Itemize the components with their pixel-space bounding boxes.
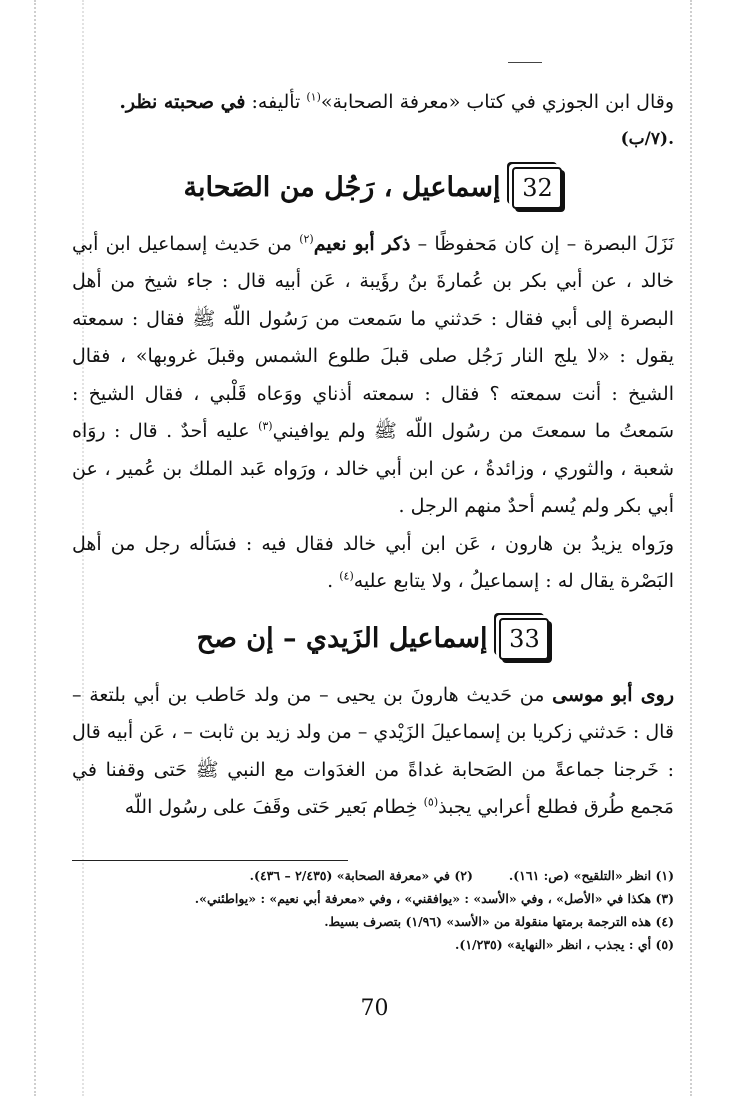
page-number: 70 [360,996,389,1021]
entry-text: . [327,570,340,592]
entry-number-box: 33 [499,618,549,660]
footnote-separator [72,860,348,861]
footnote-ref-3: (٣) [258,419,273,433]
footnotes [72,864,674,956]
page-body [72,84,674,827]
intro-bold: في صحبته نظر. [119,91,246,113]
entry-text: ورَواه يزيدُ بن هارون ، عَن ابن أبي خالد فقال فيه : فسَأله رجل من أهل البَصْرة يقال له : إسماعيلُ ، ولا يتابع عليه [72,532,674,592]
entry-title: إسماعيل ، رَجُل من الصَحابة [183,171,501,203]
entry-bold-text: ذكر أبو نعيم [313,232,411,255]
entry-text: من حَديث إسماعيل ابن أبي خالد ، عن أبي بكر بن عُمارةَ بنُ رؤَيبة ، عَن أبيه قال : جاء شيخ من أهل البصرة إلى أبي فقال : حَدثني ما سَمعت من رَسُول اللّه ﷺ فقال : سمعته يقول : «لا يلج النار رَجُل صلى قبلَ طلوع الشمس وقبلَ غروبها» ، فقال الشيخ : أنت سمعته ؟ فقال : سمعته أذناي ووَعاه قَلْبي ، فقال الشيخ : سَمعتُ ما سمعتَ من رسُول اللّه ﷺ ولم يوافيني [72,232,675,442]
intro-paragraph [72,84,674,122]
footnote-row [72,864,674,887]
footnote-ref-5: (٥) [423,795,439,809]
footnote-1: (١) انظر «التلقيح» (ص: ١٦١). [508,868,674,883]
footnote-4: (٤) هذه الترجمة برمتها منقولة من «الأسد» (١/٩٦) بتصرف بسيط. [324,914,674,929]
entry-32-heading [72,160,674,216]
intro-text: وقال ابن الجوزي في كتاب «معرفة الصحابة» [320,91,674,113]
entry-32-paragraph-2 [72,526,674,601]
footnote-ref-2: (٢) [299,232,314,246]
entry-33-paragraph-1 [72,677,674,827]
entry-bold-text: روى أبو موسى [552,683,674,706]
footnote-ref-4: (٤) [339,569,354,583]
entry-text: خِطام بَعير حَتى وقَفَ على رسُول اللّه [124,796,424,818]
top-rule [508,62,542,63]
entry-text: نَزَلَ البصرة – إن كان مَحفوظًا – [410,232,674,255]
entry-32-paragraph-1 [72,226,674,526]
entry-number-box: 32 [512,167,562,209]
footnote-3: (٣) هكذا في «الأصل» ، وفي «الأسد» : «يوافقني» ، وفي «معرفة أبي نعيم» : «يواطئني». [194,891,674,906]
gutter-line-left [34,0,36,1096]
entry-text: عليه أحدٌ . قال : روَاه شعبة ، والثوري ، وزائدةُ ، عن ابن أبي خالد ، ورَواه عَبد الملك بن عُمير ، عن أبي بكر ولم يُسم أحدٌ منهم الرجل . [72,420,674,517]
entry-text: من حَديث هارونَ بن يحيى – من ولد حَاطب بن أبي بلتعة – قال : حَدثني زكريا بن إسماعيلَ الزَيْدي – من ولد زيد بن ثابت – ، عَن أبيه قال : خَرجنا جماعةً من الصَحابة غداةً من الغدَوات مع النبي ﷺ حَتى وقفنا في مَجمع طُرق فطلع أعرابي يجبذ [72,683,674,818]
footnote-2: (٢) في «معرفة الصحابة» (٢/٤٣٥ – ٤٣٦). [249,868,473,883]
entry-title: إسماعيل الزَيدي – إن صح [196,622,488,654]
intro-reference: .(٧/ب) [620,128,674,149]
footnote-ref-1: (١) [306,90,321,104]
gutter-line-right [690,0,692,1096]
intro-text-rest: تأليفه: [245,91,307,113]
entry-33-heading [72,611,674,667]
footnote-5: (٥) أي : يجذب ، انظر «النهاية» (١/٢٣٥). [455,937,674,952]
